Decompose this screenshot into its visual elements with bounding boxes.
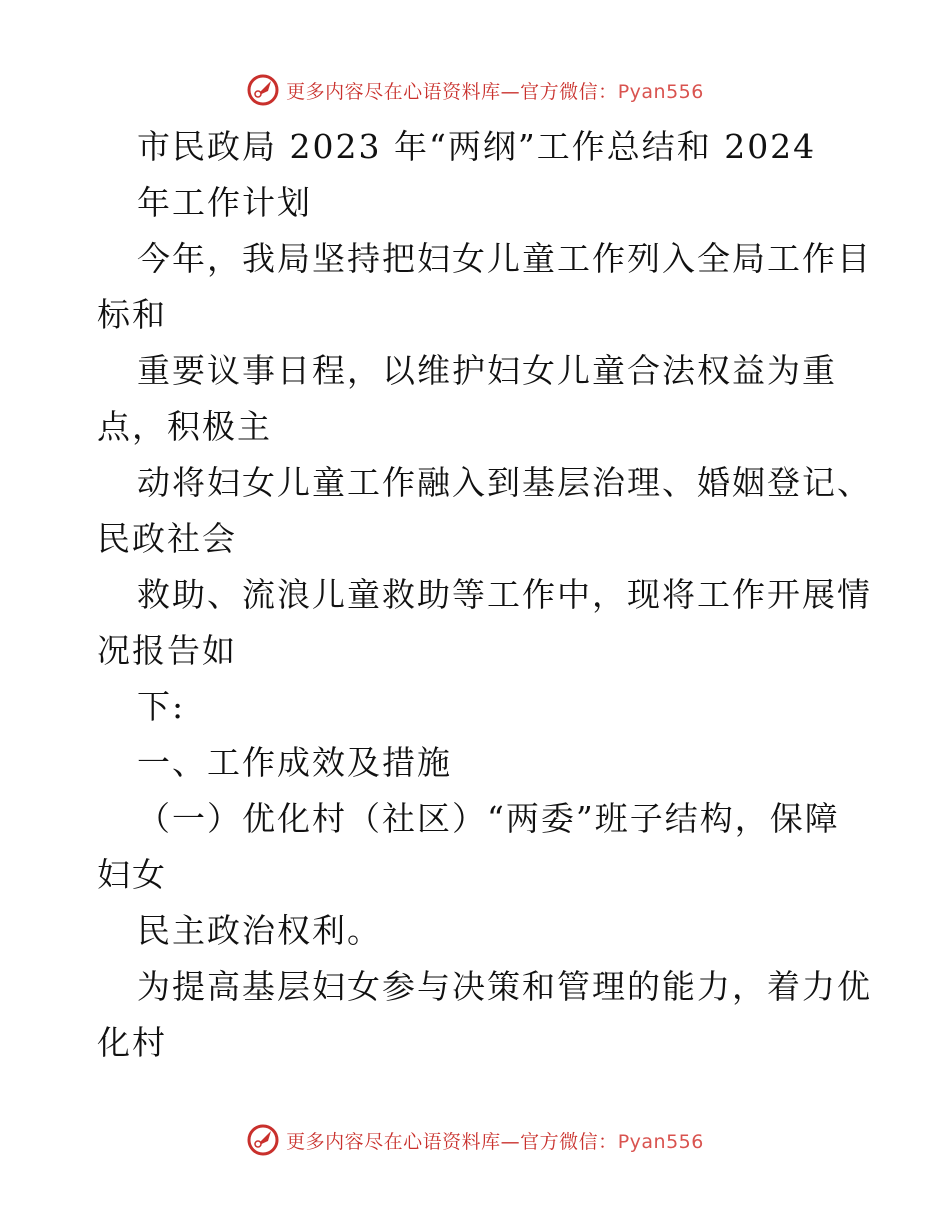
text-line: 救助、流浪儿童救助等工作中，现将工作开展情 [137, 575, 872, 614]
text-line: 化村 [97, 1023, 167, 1062]
text-line: 市民政局 2023 年“两纲”工作总结和 2024 [137, 127, 817, 166]
watermark-text [286, 1127, 704, 1154]
text-line: 动将妇女儿童工作融入到基层治理、婚姻登记、 [137, 463, 872, 502]
watermark-wechat-label: 官方微信： [520, 1130, 618, 1153]
text-line: 今年，我局坚持把妇女儿童工作列入全局工作目 [137, 239, 872, 278]
watermark-wechat-id: Pyan556 [617, 1130, 704, 1153]
watermark-wechat-id: Pyan556 [617, 80, 704, 103]
watermark-brand: 更多内容尽在心语资料库— [286, 80, 521, 103]
footer-watermark [0, 1120, 950, 1160]
watermark-wechat-label: 官方微信： [520, 80, 618, 103]
text-line: 一、工作成效及措施 [137, 743, 452, 782]
text-line: 妇女 [97, 855, 167, 894]
watermark-text [286, 77, 704, 104]
text-line: 点，积极主 [97, 407, 272, 446]
text-line: 年工作计划 [137, 183, 312, 222]
text-line: 况报告如 [97, 631, 237, 670]
text-line: 民政社会 [97, 519, 237, 558]
text-line: （一）优化村（社区）“两委”班子结构，保障 [137, 799, 840, 838]
header-watermark [0, 70, 950, 110]
text-line: 标和 [97, 295, 167, 334]
text-line: 民主政治权利。 [137, 911, 382, 950]
text-line: 下: [137, 687, 186, 726]
watermark-brand: 更多内容尽在心语资料库— [286, 1130, 521, 1153]
document-body [97, 119, 872, 1071]
text-line: 为提高基层妇女参与决策和管理的能力，着力优 [137, 967, 872, 1006]
text-line: 重要议事日程，以维护妇女儿童合法权益为重 [137, 351, 837, 390]
feather-logo-icon [246, 1123, 280, 1157]
feather-logo-icon [246, 73, 280, 107]
